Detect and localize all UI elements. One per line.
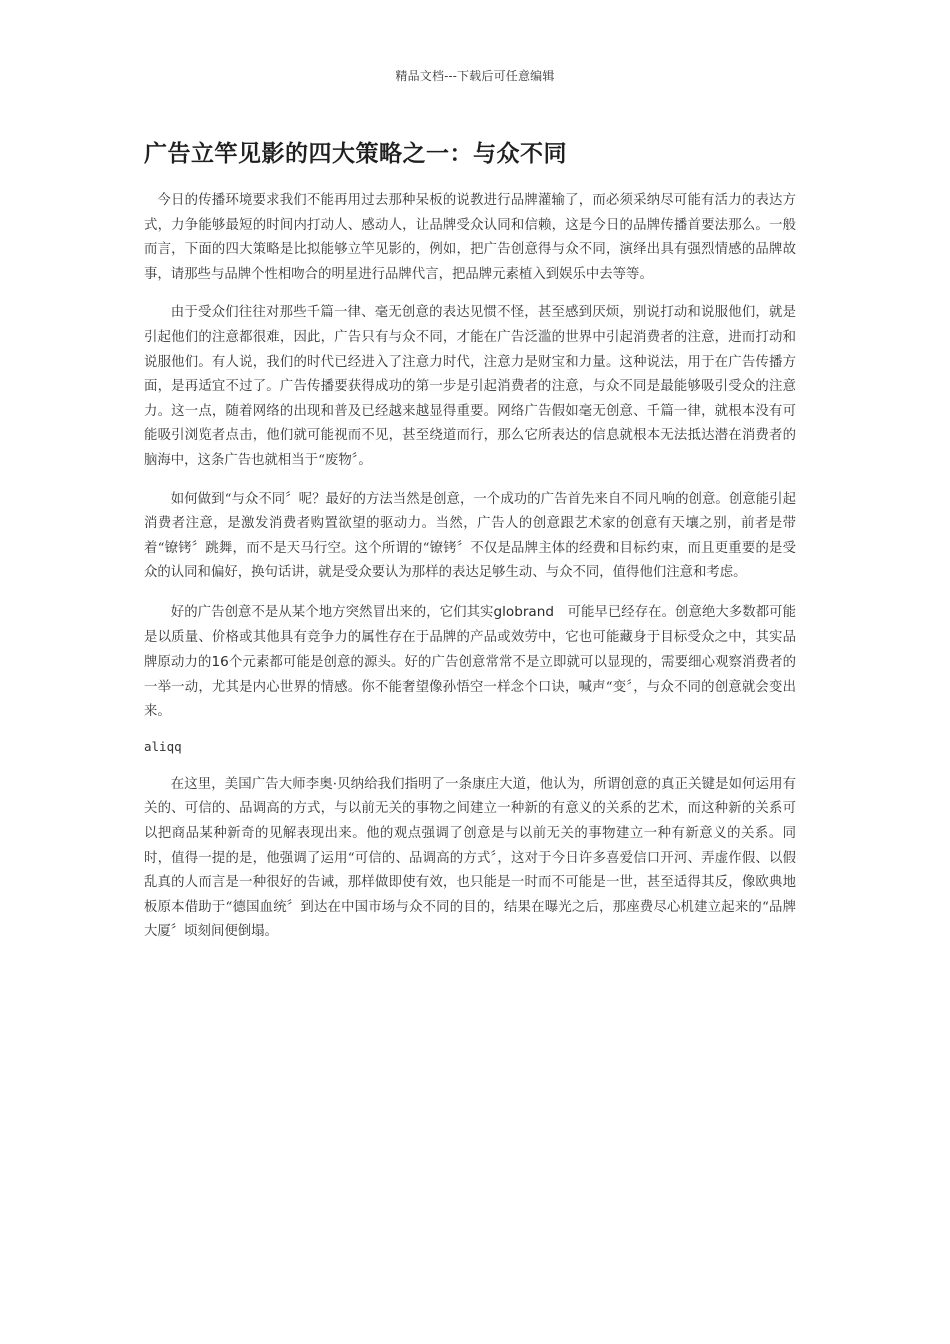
brand-name: globrand (493, 603, 554, 620)
paragraph-intro: 今日的传播环境要求我们不能再用过去那种呆板的说教进行品牌灌输了，而必须采纳尽可能有活力的表达方式，力争能够最短的时间内打动人、感动人，让品牌受众认同和信赖，这是今日的品牌传播首要法那么。一般而言，下面的四大策略是比拟能够立竿见影的，例如，把广告创意得与众不同，演绎出具有强烈情感的品牌故事，请那些与品牌个性相吻合的明星进行品牌代言，把品牌元素植入到娱乐中去等等。 (144, 193, 796, 282)
paragraph-creativity: 如何做到“与众不同〞呢？最好的方法当然是创意，一个成功的广告首先来自不同凡响的创意。创意能引起消费者注意，是激发消费者购置欲望的驱动力。当然，广告人的创意跟艺术家的创意有天壤之别，前者是带着“镣铐〞跳舞，而不是天马行空。这个所谓的“镣铐〞不仅是品牌主体的经费和目标约束，而且更重要的是受众的认同和偏好，换句话讲，就是受众要认为那样的表达足够生动、与众不同，值得他们注意和考虑。 (144, 491, 796, 581)
document-body (144, 189, 796, 959)
element-count: 16 (211, 654, 229, 671)
paragraph-idea-source (144, 600, 796, 725)
document-title: 广告立竿见影的四大策略之一：与众不同 (144, 141, 567, 167)
paragraph-idea-source-part3: 个元素都可能是创意的源头。好的广告创意常常不是立即就可以显现的，需要细心观察消费者的一举一动，尤其是内心世界的情感。你不能奢望像孙悟空一样念个口诀，喊声“变〞，与众不同的创意就会变出来。 (144, 655, 797, 720)
paragraph-idea-source-part1: 好的广告创意不是从某个地方突然冒出来的，它们其实 (170, 604, 494, 620)
paragraph-attention: 由于受众们往往对那些千篇一律、毫无创意的表达见惯不怪，甚至感到厌烦，别说打动和说服他们，就是引起他们的注意都很难，因此，广告只有与众不同，才能在广告泛滥的世界中引起消费者的注意，进而打动和说服他们。有人说，我们的时代已经进入了注意力时代，注意力是财宝和力量。这种说法，用于在广告传播方面，是再适宜不过了。广告传播要获得成功的第一步是引起消费者的注意，与众不同是最能够吸引受众的注意力。这一点，随着网络的出现和普及已经越来越显得重要。网络广告假如毫无创意、千篇一律，就根本没有可能吸引浏览者点击，他们就可能视而不见，甚至绕道而行，那么它所表达的信息就根本无法抵达潜在消费者的脑海中，这条广告也就相当于“废物〞。 (144, 305, 796, 468)
paragraph-idea-source-part2: 可能早已经存在。创意绝大多数都可能是以质量、价格或其他具有竞争力的属性存在于品牌的产品或效劳中，它也可能藏身于目标受众之中，其实品牌原动力的 (144, 604, 797, 671)
page-header: 精品文档---下载后可任意编辑 (395, 69, 555, 83)
paragraph-leo-burnett: 在这里，美国广告大师李奥·贝纳给我们指明了一条康庄大道，他认为，所谓创意的真正关键是如何运用有关的、可信的、品调高的方式，与以前无关的事物之间建立一种新的有意义的关系的艺术，而这种新的关系可以把商品某种新奇的见解表现出来。他的观点强调了创意是与以前无关的事物建立一种有新意义的关系。同时，值得一提的是，他强调了运用“可信的、品调高的方式〞，这对于今日许多喜爱信口开河、弄虚作假、以假乱真的人而言是一种很好的告诫，那样做即使有效，也只能是一时而不可能是一世，甚至适得其反，像欧典地板原本借助于“德国血统〞到达在中国市场与众不同的目的，结果在曝光之后，那座费尽心机建立起来的“品牌大厦〞顷刻间便倒塌。 (144, 776, 796, 940)
code-line: aliqq (144, 738, 182, 754)
